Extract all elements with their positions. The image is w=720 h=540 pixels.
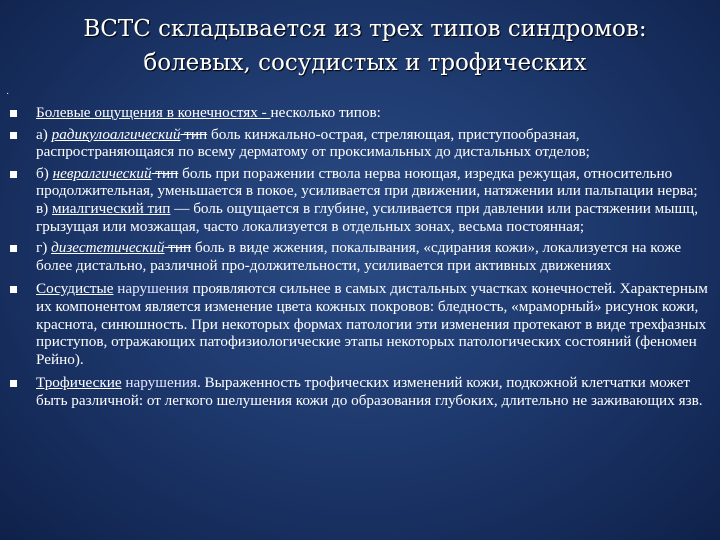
trophic-description: . Выраженность трофических изменений кожи, подкожной клетчатки может быть различной: от легкого шелушения кожи до образования глубоких, длительно не заживающих язв.: [36, 374, 703, 409]
slide-title: [20, 12, 710, 80]
bullet-item-radiculoalgic: [10, 126, 710, 161]
myalgic-description: — боль ощущается в глубине, усиливается при давлении или растяжении мышц, грызущая или мозжащая, часто локализуется в отдельных зонах, весьма постоянная;: [36, 199, 699, 235]
radiculoalgic-description: боль кинжально-острая, стреляющая, приступообразная, распространяющаяся по всему дерматому от проксимальных до дистальных отделов;: [36, 125, 590, 161]
term-vascular-disorders: нарушения: [117, 280, 189, 298]
slide-title-line-1: ВСТС складывается из трех типов синдромов:: [83, 16, 647, 42]
bullet-square-icon: [10, 286, 17, 293]
pain-heading: Болевые ощущения в конечностях -: [36, 104, 271, 121]
bullet-item-dysesthetic: [10, 239, 710, 274]
term-neuralgic: невралгический: [52, 164, 152, 182]
dysesthetic-description: боль в виде жжения, покалывания, «сдирания кожи», локализуется на коже более дистально, различной про-должительности, усиливается при активных движениях: [36, 239, 682, 274]
term-dysesthetic: дизестетический: [51, 239, 165, 257]
bullet-square-icon: [10, 380, 17, 387]
vascular-description: проявляются сильнее в самых дистальных участках конечностей. Характерным их компонентом является изменение цвета кожных покровов: бледность, «мраморный» рисунок кожи, краснота, синюшность. При некоторых формах патологии эти изменения протекают в виде трехфазных приступов, отражающих патофизиологические этапы некоторых патологических состояний (феномен Рейно).: [36, 280, 708, 368]
struck-type-word: тип: [151, 164, 179, 182]
bullet-square-icon: [10, 171, 17, 178]
term-radiculoalgic: радикулоалгический: [51, 125, 181, 143]
stray-dot: ·: [6, 88, 10, 99]
item-prefix: г): [36, 239, 52, 257]
neuralgic-description: боль при поражении ствола нерва ноющая, изредка режущая, относительно продолжительная, уменьшается в покое, усиливается при движении, натяжении или пальпации нерва; в): [36, 164, 698, 217]
bullet-square-icon: [10, 132, 17, 139]
term-vascular: Сосудистые: [36, 280, 114, 298]
item-prefix: а): [36, 125, 52, 143]
struck-type-word: тип: [180, 125, 208, 143]
bullet-item-pain: [10, 104, 710, 122]
struck-type-word: тип: [164, 239, 192, 257]
pain-heading-rest: несколько типов:: [270, 104, 381, 121]
bullet-item-neuralgic: [10, 165, 710, 235]
bullet-square-icon: [10, 110, 17, 117]
bullet-item-trophic: [10, 374, 710, 409]
term-myalgic: миалгический тип: [52, 199, 171, 217]
slide-title-line-2: болевых, сосудистых и трофических: [143, 50, 587, 76]
bullet-square-icon: [10, 245, 17, 252]
bullet-item-vascular: [10, 280, 710, 368]
slide-content: [10, 104, 710, 410]
term-trophic-disorders: нарушения: [125, 374, 197, 392]
item-prefix: б): [36, 164, 53, 182]
term-trophic: Трофические: [36, 374, 122, 392]
